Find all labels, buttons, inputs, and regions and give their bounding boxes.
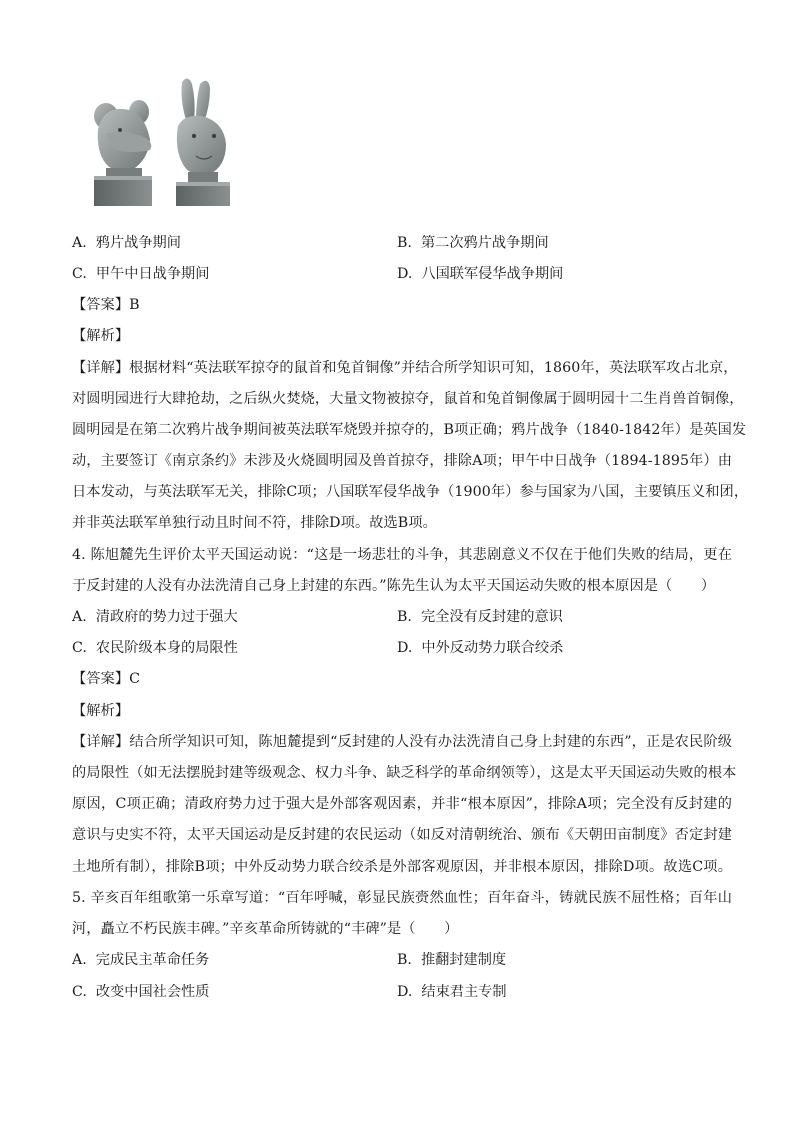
option-letter: A. bbox=[72, 609, 87, 625]
q5-option-c[interactable] bbox=[72, 982, 209, 1002]
option-letter: D. bbox=[397, 266, 413, 282]
bronze-heads-image bbox=[84, 74, 244, 214]
rat-head-statue bbox=[94, 100, 152, 206]
option-letter: B. bbox=[397, 952, 412, 968]
q3-detail-line: 并非英法联军单独行动且时间不符，排除D项。故选B项。 bbox=[72, 515, 437, 531]
q3-detail-line: 对圆明园进行大肆抢劫，之后纵火焚烧，大量文物被掠夺，鼠首和兔首铜像属于圆明园十二生肖兽首铜像， bbox=[72, 391, 744, 407]
option-text: 八国联军侵华战争期间 bbox=[421, 266, 564, 282]
option-text: 推翻封建制度 bbox=[420, 952, 507, 968]
option-text: 中外反动势力联合绞杀 bbox=[421, 640, 564, 656]
q3-option-c[interactable] bbox=[72, 264, 209, 284]
q3-detail-line: 动，主要签订《南京条约》未涉及火烧圆明园及兽首掠夺，排除A项；甲午中日战争（1894-1895年）由 bbox=[72, 453, 732, 469]
q4-option-a[interactable] bbox=[72, 607, 238, 627]
q4-option-d[interactable] bbox=[397, 638, 563, 658]
q3-detail-line: 日本发动，与英法联军无关，排除C项；八国联军侵华战争（1900年）参与国家为八国，主要镇压义和团， bbox=[72, 484, 749, 500]
q5-option-b[interactable] bbox=[397, 950, 506, 970]
q3-detail-line: 圆明园是在第二次鸦片战争期间被英法联军烧毁并掠夺的，B项正确；鸦片战争（1840-1842年）是英国发 bbox=[72, 422, 747, 438]
option-letter: C. bbox=[72, 640, 87, 656]
option-letter: D. bbox=[397, 640, 413, 656]
option-text: 结束君主专制 bbox=[421, 984, 507, 1000]
rabbit-head-statue bbox=[176, 78, 230, 206]
q4-detail-line: 【详解】结合所学知识可知，陈旭麓提到“反封建的人没有办法洗清自己身上封建的东西”，正是农民阶级 bbox=[72, 734, 732, 750]
option-letter: B. bbox=[397, 235, 412, 251]
q4-detail-line: 意识与史实不符，太平天国运动是反封建的农民运动（如反对清朝统治、颁布《天朝田亩制度》否定封建 bbox=[72, 827, 732, 843]
option-letter: D. bbox=[397, 984, 413, 1000]
q3-option-b[interactable] bbox=[397, 233, 549, 253]
q4-option-c[interactable] bbox=[72, 638, 238, 658]
option-letter: C. bbox=[72, 984, 87, 1000]
q4-option-b[interactable] bbox=[397, 607, 563, 627]
q4-answer: 【答案】C bbox=[72, 671, 141, 687]
q3-detail-line: 【详解】根据材料“英法联军掠夺的鼠首和兔首铜像”并结合所学知识可知，1860年，英法联军攻占北京， bbox=[72, 360, 738, 376]
option-text: 甲午中日战争期间 bbox=[95, 266, 210, 282]
q4-stem-line: 4. 陈旭麓先生评价太平天国运动说：“这是一场悲壮的斗争，其悲剧意义不仅在于他们失败的结局，更在 bbox=[72, 547, 732, 563]
q5-stem-line: 河，矗立不朽民族丰碑。”辛亥革命所铸就的“丰碑”是（ ） bbox=[72, 921, 459, 937]
q4-detail-line: 的局限性（如无法摆脱封建等级观念、权力斗争、缺乏科学的革命纲领等），这是太平天国运动失败的根本 bbox=[72, 765, 737, 781]
option-letter: C. bbox=[72, 266, 87, 282]
option-letter: B. bbox=[397, 609, 412, 625]
q3-option-a[interactable] bbox=[72, 233, 181, 253]
q4-detail-line: 原因，C项正确；清政府势力过于强大是外部客观因素，并非“根本原因”，排除A项；完全没有反封建的 bbox=[72, 796, 732, 812]
q5-option-d[interactable] bbox=[397, 982, 507, 1002]
q4-stem-line: 于反封建的人没有办法洗清自己身上封建的东西。”陈先生认为太平天国运动失败的根本原因是（ ） bbox=[72, 578, 716, 594]
option-text: 第二次鸦片战争期间 bbox=[420, 235, 549, 251]
q3-answer: 【答案】B bbox=[72, 297, 140, 313]
option-text: 鸦片战争期间 bbox=[95, 235, 181, 251]
q4-analysis-heading: 【解析】 bbox=[72, 703, 130, 719]
option-letter: A. bbox=[72, 952, 87, 968]
option-text: 清政府的势力过于强大 bbox=[95, 609, 238, 625]
q4-detail-line: 土地所有制），排除B项；中外反动势力联合绞杀是外部客观原因，并非根本原因，排除D项。故选C项。 bbox=[72, 859, 732, 875]
option-letter: A. bbox=[72, 235, 87, 251]
option-text: 改变中国社会性质 bbox=[95, 984, 210, 1000]
option-text: 完全没有反封建的意识 bbox=[420, 609, 563, 625]
q5-stem-line: 5. 辛亥百年组歌第一乐章写道：“百年呼喊，彰显民族赍然血性；百年奋斗，铸就民族不屈性格；百年山 bbox=[72, 890, 732, 906]
q3-analysis-heading: 【解析】 bbox=[72, 328, 130, 344]
option-text: 农民阶级本身的局限性 bbox=[95, 640, 238, 656]
q5-option-a[interactable] bbox=[72, 950, 209, 970]
q3-option-d[interactable] bbox=[397, 264, 563, 284]
option-text: 完成民主革命任务 bbox=[95, 952, 210, 968]
